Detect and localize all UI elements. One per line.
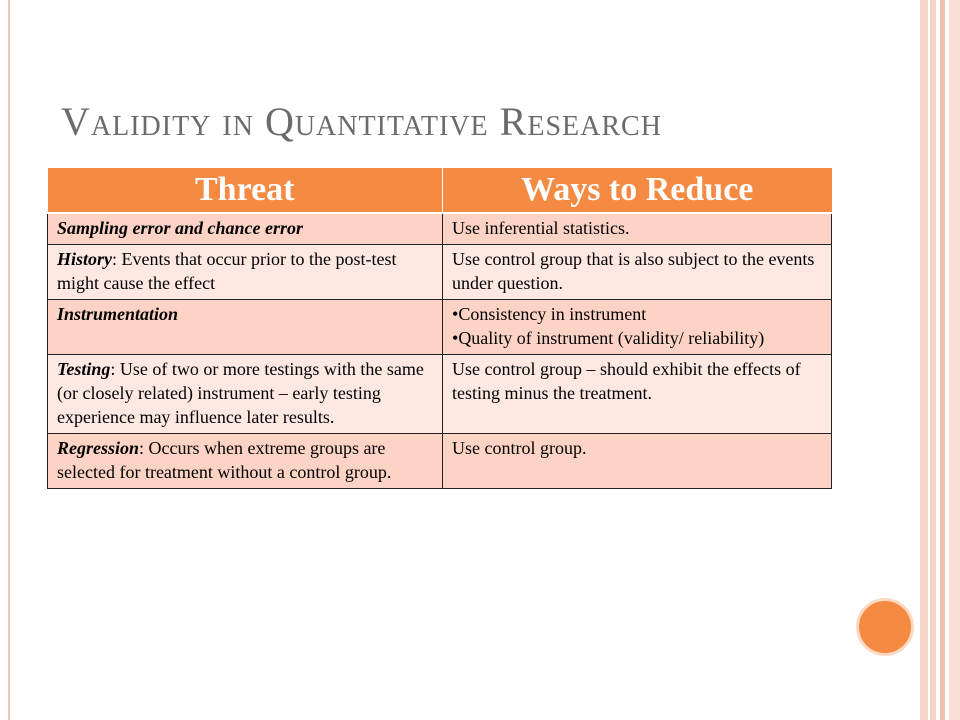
reduce-bullet-list [452,302,825,350]
reduce-bullet-item: • Consistency in instrument [452,302,825,326]
reduce-cell: Use control group that is also subject to the events under question. [443,245,832,300]
reduce-bullet-item: • Quality of instrument (validity/ reliability) [452,326,825,350]
threat-name: Instrumentation [57,304,179,324]
header-threat: Threat [48,168,443,213]
threat-cell [48,434,443,489]
left-border-line [8,0,10,720]
threat-name: Sampling error and chance error [57,218,304,238]
table-row [48,213,832,245]
threat-description: : Events that occur prior to the post-test might cause the effect [57,249,397,293]
table-row [48,300,832,355]
reduce-cell: Use control group – should exhibit the effects of testing minus the treatment. [443,355,832,434]
threat-cell [48,300,443,355]
table-row [48,355,832,434]
threat-cell [48,213,443,245]
right-decorative-stripes [920,0,960,720]
threat-name: Testing [57,359,111,379]
threat-cell [48,245,443,300]
table-row [48,434,832,489]
table-header-row [48,168,832,213]
threat-description: : Occurs when extreme groups are selected for treatment without a control group. [57,438,392,482]
slide-title: Validity in Quantitative Research [61,99,662,144]
threats-table [47,168,832,489]
threat-cell [48,355,443,434]
header-ways-to-reduce: Ways to Reduce [443,168,832,213]
orange-circle-icon [856,598,914,656]
reduce-cell [443,300,832,355]
threat-description: : Use of two or more testings with the same (or closely related) instrument – early testing experience may influence later results. [57,359,424,427]
threat-name: Regression [57,438,140,458]
reduce-cell: Use inferential statistics. [443,213,832,245]
threat-name: History [57,249,113,269]
reduce-cell: Use control group. [443,434,832,489]
table-row [48,245,832,300]
